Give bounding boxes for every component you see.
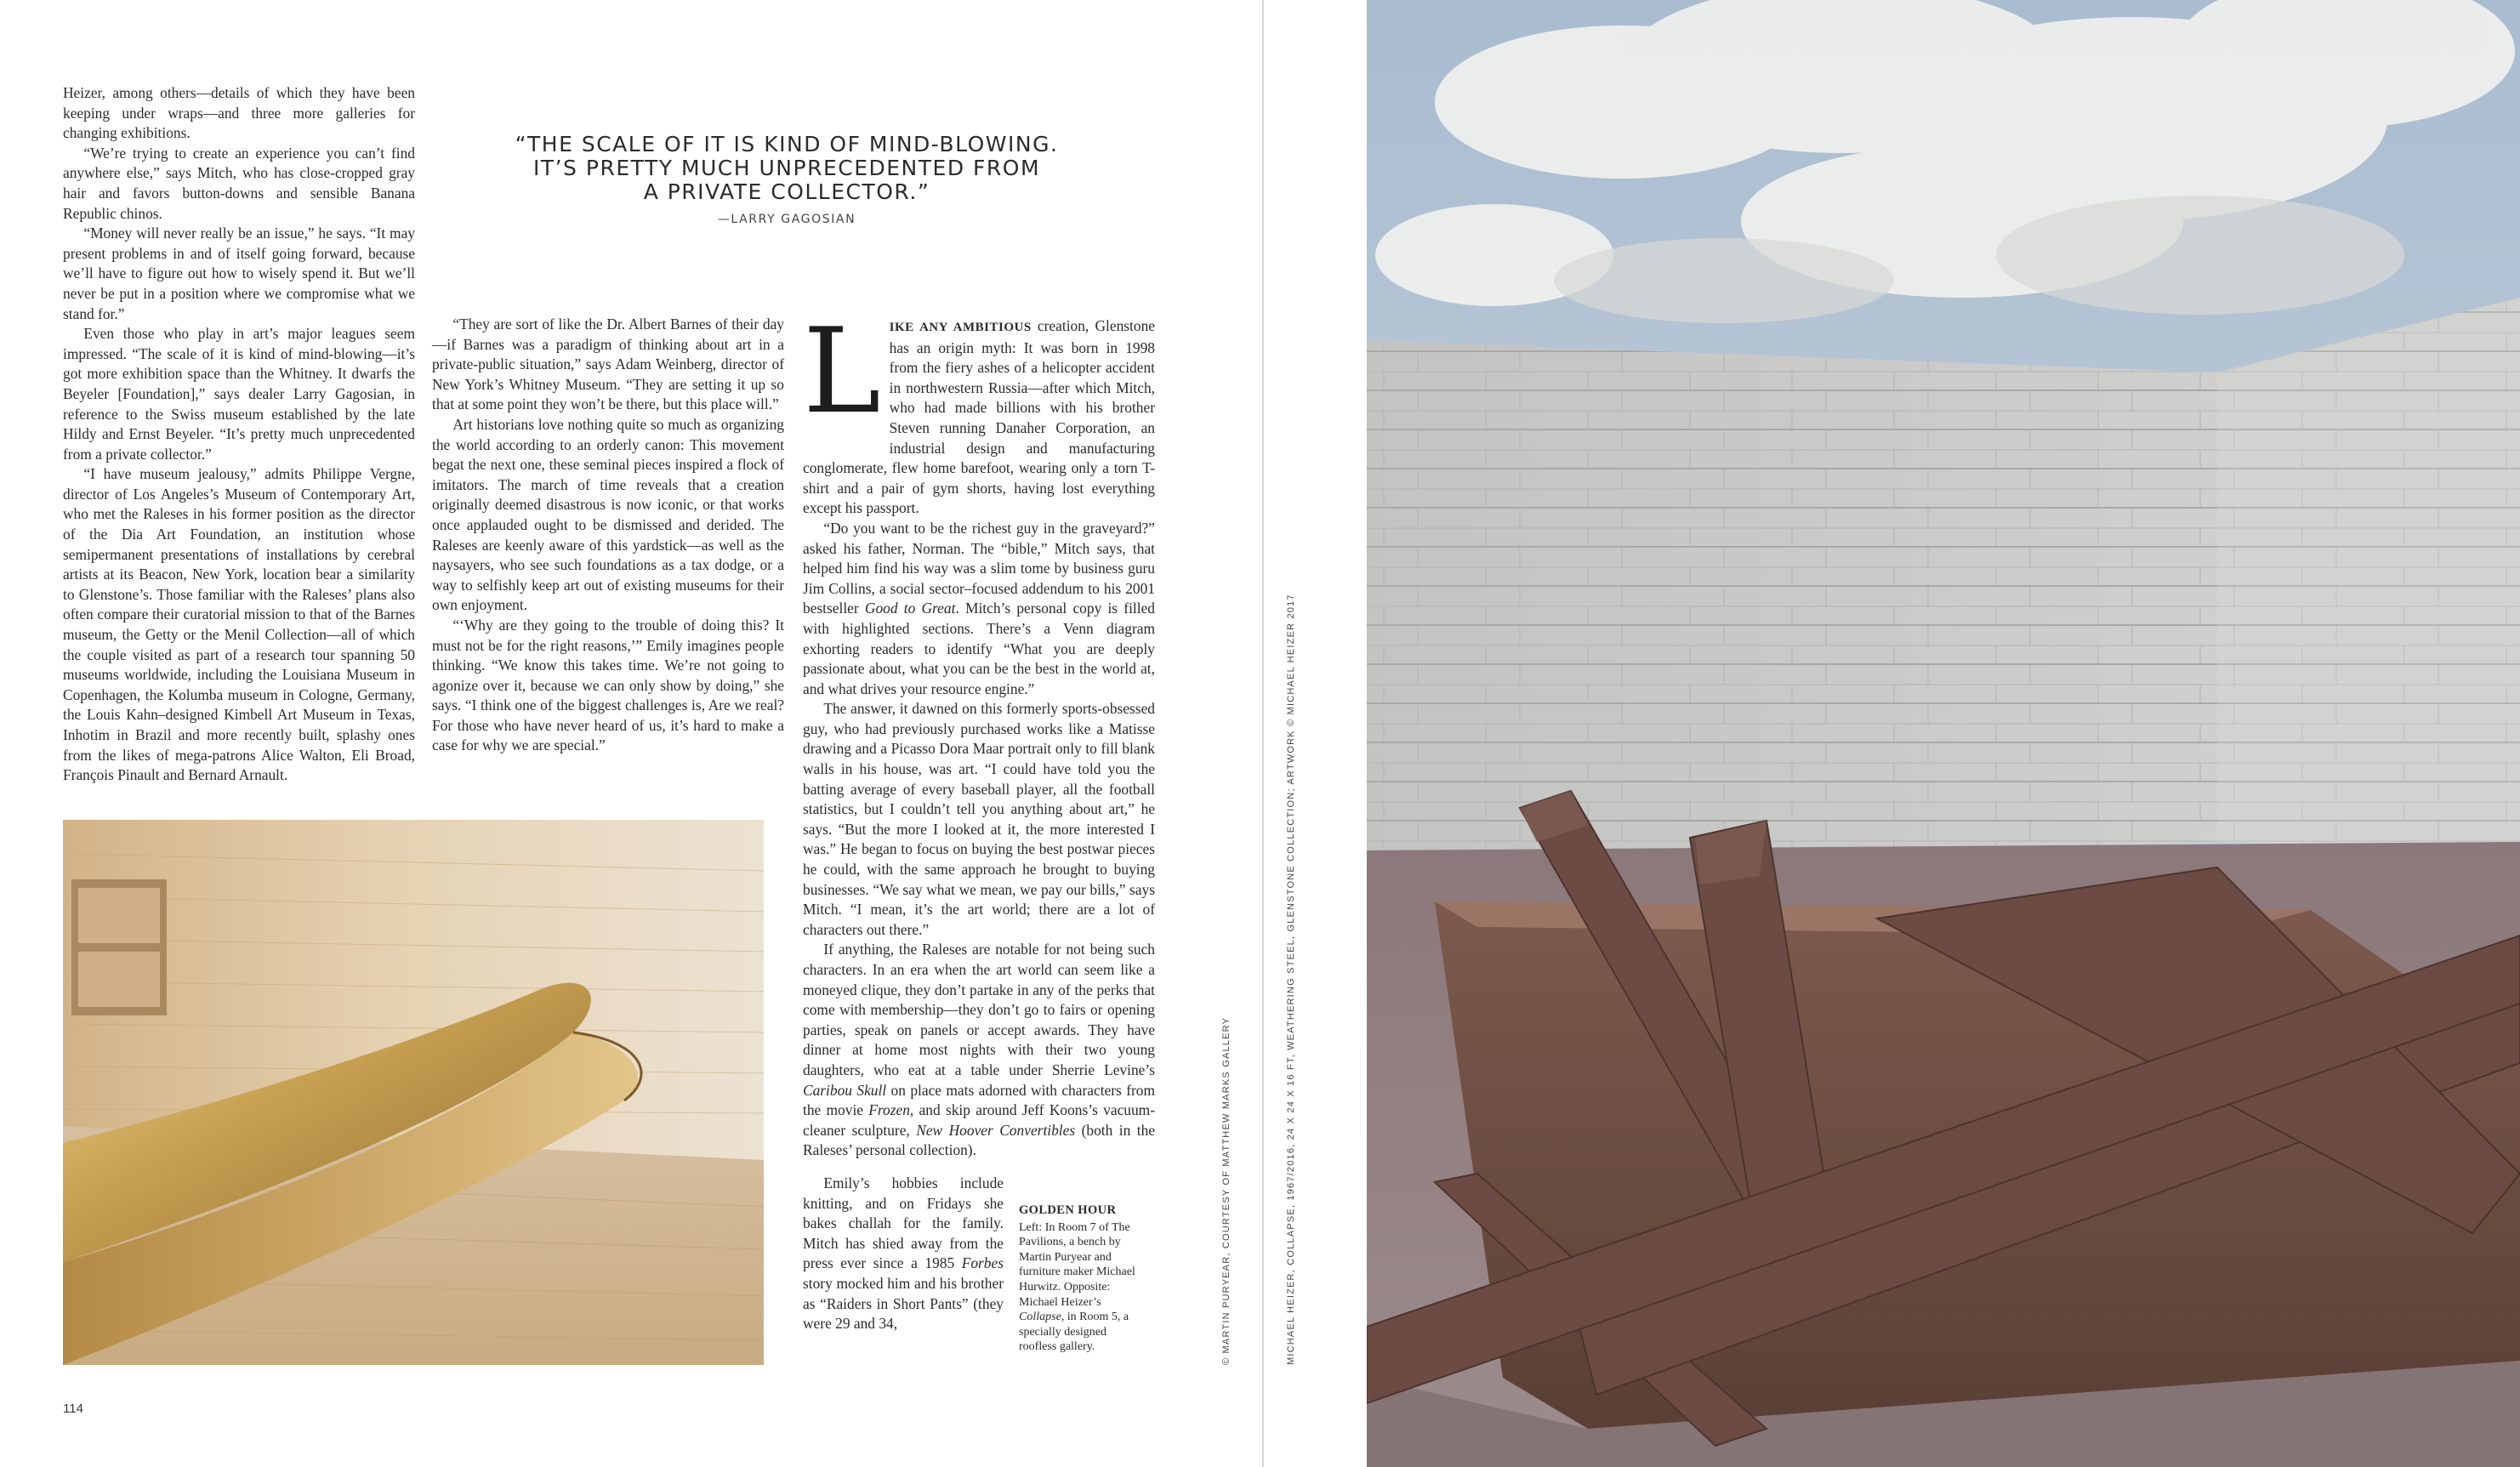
column-paragraph [803,1174,1004,1334]
paragraph-text: story mocked him and his brother as “Raiders in Short Pants” (they were 29 and 34, [803,1274,1004,1333]
text-column-3 [803,303,1156,1161]
caption-body [1019,1220,1138,1355]
column-paragraph [803,940,1155,1161]
opening-paragraph [803,303,1156,519]
right-page [1264,0,2520,1467]
paragraph-text: “Do you want to be the richest guy in the graveyard?” asked his father, Norman. The “bible,” Mitch says, that helped him find his way was a slim tome by business guru Jim Collins, a social sector–focused addendum to his 2001 bestseller [803,519,1155,617]
column-paragraph: “They are sort of like the Dr. Albert Barnes of their day—if Barnes was a paradigm of thinking about art in a private-public situation,” says Adam Weinberg, director of New York’s Whitney Museum. “They are setting it up so that at some point they won’t be there, but this place will.” [432,316,784,413]
column-paragraph: Even those who play in art’s major leagues seem impressed. “The scale of it is kind of mind-blowing—it’s got more exhibition space than the Whitney. It dwarfs the Beyeler [Foundation],” says dealer Larry Gagosian, in reference to the Swiss museum established by the late Hildy and Ernst Beyeler. “It’s pretty much unprecedented from a private collector.” [63,325,415,463]
column-paragraph: “Money will never really be an issue,” he says. “It may present problems in and of itself going forward, because we’ll have to figure out how to wisely spend it. But we’ll never be put in a position where we compromise what we stand for.” [63,225,415,322]
collapse-photo-image [1367,0,2520,1467]
text-column-1 [63,83,415,786]
column-paragraph: “I have museum jealousy,” admits Philippe Vergne, director of Los Angeles’s Museum of Contemporary Art, who met the Raleses in his former position as the director of the Dia Art Foundation, an institution whose semipermanent presentations of installations by cerebral artists at its Beacon, New York, location bear a similarity to Glenstone’s. Those familiar with the Raleses’ plans also often compare their curatorial mission to that of the Barnes museum, the Getty or the Menil Collection—all of which the couple visited as part of a research tour spanning 50 museums worldwide, including the Louisiana Museum in Copenhagen, the Kolumba museum in Cologne, Germany, the Louis Kahn–designed Kimbell Art Museum in Texas, Inhotim in Brazil and more recently built, splashy ones from the likes of mega-patrons Alice Walton, Eli Broad, François Pinault and Bernard Arnault. [63,465,415,784]
text-column-2 [432,315,784,756]
pull-quote-line: A PRIVATE COLLECTOR.” [643,179,930,204]
left-photo-credit: © MARTIN PURYEAR, COURTESY OF MATTHEW MARKS GALLERY [1221,1016,1232,1365]
artwork-title: Collapse [1019,1311,1061,1324]
paragraph-text: creation, Glenstone has an origin myth: It was born in 1998 from the fiery ashes of a helicopter accident in northwestern Russia—after which Mitch, who had made billions with his brother Steven running Danaher Corporation, an industrial design and manufacturing conglomerate, flew home barefoot, wearing only a torn T-shirt and a pair of gym shorts, having lost everything except his passport. [803,317,1156,517]
paragraph-text: on place mats adorned with characters from the movie [803,1081,1155,1119]
lead-in: IKE ANY AMBITIOUS [889,321,1032,334]
column-paragraph: “‘Why are they going to the trouble of doing this? It must not be for the right reasons,’” Emily imagines people thinking. “We know this takes time. We’re not going to agonize over it, because we can only show by doing,” she says. “I think one of the biggest challenges is, Are we real? For those who have never heard of us, it’s hard to make a case for why we are special.” [432,616,784,754]
column-paragraph: “We’re trying to create an experience you can’t find anywhere else,” says Mitch, who has close-cropped gray hair and favors button-downs and sensible Banana Republic chinos. [63,144,415,222]
narrow-text-column [803,1174,1004,1334]
column-paragraph: Art historians love nothing quite so much as organizing the world according to an orderly canon: This movement begat the next one, these seminal pieces inspired a flock of imitators. The march of time reveals that a creation originally deemed disastrous is now iconic, or that works once applauded ought to be dismissed and derided. The Raleses are keenly aware of this yardstick—as well as the naysayers, who see such foundations as a tax dodge, or a way to selfishly keep art out of existing museums for their own enjoyment. [432,415,784,614]
drop-cap: L [803,303,881,440]
paragraph-text: (both in the Raleses’ personal collection). [803,1121,1156,1159]
pull-quote [493,133,1080,204]
paragraph-text: If anything, the Raleses are notable for not being such characters. In an era when the art world can seem like a moneyed clique, they don’t partake in any of the perks that come with membership—they don’t go to fairs or opening parties, speak on panels or accept awards. They have dinner at home most nights with their two young daughters, who eat at a table under Sherrie Levine’s [803,941,1155,1078]
pull-quote-line: IT’S PRETTY MUCH UNPRECEDENTED FROM [532,156,1041,180]
pull-quote-credit: —LARRY GAGOSIAN [717,213,856,226]
publication-title: Forbes [961,1254,1004,1272]
collapse-photo [1367,0,2520,1467]
column-paragraph: Heizer, among others—details of which they have been keeping under wraps—and three more galleries for changing exhibitions. [63,84,415,142]
caption-heading: GOLDEN HOUR [1019,1203,1117,1217]
photo-caption [1019,1203,1138,1355]
bench-photo [63,820,764,1365]
paragraph-text: , and skip around Jeff Koons’s vacuum-cleaner sculpture, [803,1101,1155,1139]
movie-title: Frozen [868,1101,910,1119]
book-title: Good to Great [864,600,956,617]
column-paragraph [803,519,1155,699]
right-photo-credit: MICHAEL HEIZER, COLLAPSE, 1967/2016, 24 X 24 X 16 FT, WEATHERING STEEL, GLENSTONE COLLECTION; ARTWORK © MICHAEL HEIZER 2017 [1286,594,1296,1365]
page-number: 114 [63,1402,83,1416]
column-paragraph: The answer, it dawned on this formerly sports-obsessed guy, who had previously purchased works like a Matisse drawing and a Picasso Dora Maar portrait only to fill blank walls in his house, was art. “I could have told you the batting average of every baseball player, all the football statistics, but I couldn’t tell you anything about art,” he says. “But the more I looked at it, the more interested I was.” He began to focus on buying the best postwar pieces he could, with the same approach he brought to buying businesses. “We say what we mean, we pay our bills,” says Mitch. “I mean, it’s the art world; there are a lot of characters out there.” [803,700,1155,938]
artwork-title: New Hoover Convertibles [916,1121,1076,1139]
caption-text: Left: In Room 7 of The Pavilions, a bench by Martin Puryear and furniture maker Michael Hurwitz. Opposite: Michael Heizer’s [1019,1220,1135,1309]
bench-photo-image [63,820,764,1365]
pull-quote-line: “THE SCALE OF IT IS KIND OF MIND-BLOWING. [515,132,1059,156]
artwork-title: Caribou Skull [803,1081,887,1099]
paragraph-text: . Mitch’s personal copy is filled with highlighted sections. There’s a Venn diagram exhorting readers to identify “What you are deeply passionate about, what you can be the best in the world at, and what drives your resource engine.” [803,600,1155,697]
paragraph-text: Emily’s hobbies include knitting, and on Fridays she bakes challah for the family. Mitch has shied away from the press ever since a 1985 [803,1174,1004,1272]
caption-text: , in Room 5, a specially designed roofless gallery. [1019,1311,1129,1354]
